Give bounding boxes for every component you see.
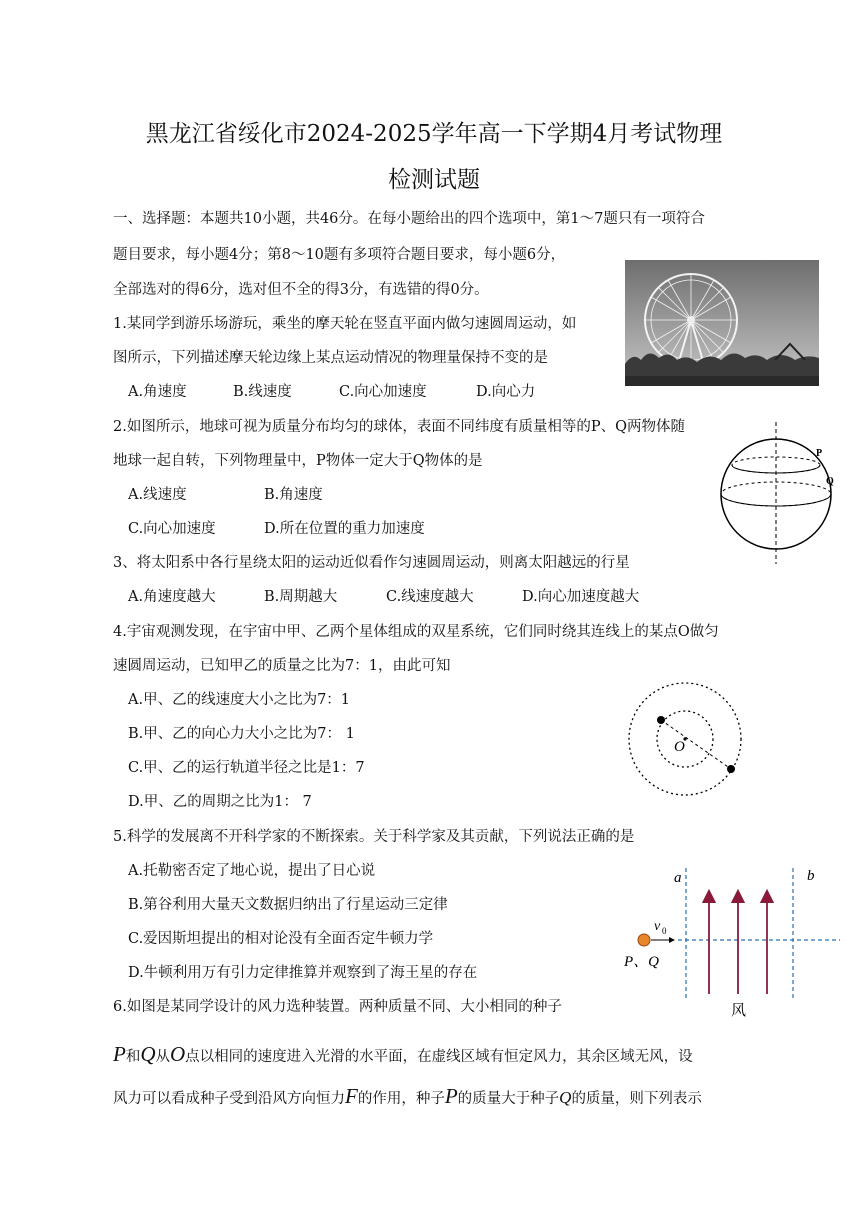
star-jia — [657, 716, 665, 724]
q4-option-a: A.甲、乙的线速度大小之比为7：1 — [128, 692, 351, 708]
q5-option-b: B.第谷利用大量天文数据归纳出了行星运动三定律 — [128, 897, 448, 913]
q2-option-a: A.线速度 — [128, 487, 187, 503]
q2-option-c: C.向心加速度 — [128, 521, 216, 537]
q5-option-c: C.爱因斯坦提出的相对论没有全面否定牛顿力学 — [128, 931, 434, 947]
q6-line3-d: 的质量，则下列表示 — [571, 1091, 702, 1107]
wind-v-label: v — [654, 919, 661, 934]
section-instructions-line3: 全部选对的得6分，选对但不全的得3分，有选错的得0分。 — [113, 282, 489, 298]
q5-stem-line1: 5.科学的发展离不开科学家的不断探索。关于科学家及其贡献，下列说法正确的是 — [113, 829, 635, 845]
q2-stem-line2: 地球一起自转，下列物理量中，P物体一定大于Q物体的是 — [113, 453, 483, 469]
q6-line3-a: 风力可以看成种子受到沿风方向恒力 — [113, 1091, 345, 1107]
q1-stem-line2: 图所示，下列描述摩天轮边缘上某点运动情况的物理量保持不变的是 — [113, 350, 548, 366]
q4-option-c: C.甲、乙的运行轨道半径之比是1：7 — [128, 760, 365, 776]
q6-stem-line3 — [113, 1082, 702, 1113]
ferris-wheel-photo — [625, 260, 819, 386]
q5-option-d: D.牛顿利用万有引力定律推算并观察到了海王星的存在 — [128, 965, 478, 981]
section-instructions-line1: 一、选择题：本题共10小题，共46分。在每小题给出的四个选项中，第1～7题只有一项符合 — [113, 211, 705, 227]
binary-star-diagram — [624, 678, 746, 800]
q1-stem-line1: 1.某同学到游乐场游玩，乘坐的摩天轮在竖直平面内做匀速圆周运动，如 — [113, 316, 577, 332]
wind-b-label: b — [807, 868, 815, 884]
q6-and-text: 和 — [125, 1049, 141, 1065]
q5-option-a: A.托勒密否定了地心说，提出了日心说 — [128, 863, 376, 879]
q6-line3-b: 的作用，种子 — [357, 1091, 445, 1107]
page-title-line2: 检测试题 — [388, 167, 480, 193]
q1-option-a: A.角速度 — [128, 384, 187, 400]
q6-from-text: 从 — [155, 1049, 170, 1065]
wind-a-label: a — [674, 870, 682, 886]
q2-stem-line1: 2.如图所示，地球可视为质量分布均匀的球体，表面不同纬度有质量相等的P、Q两物体随 — [113, 419, 685, 435]
q2-option-b: B.角速度 — [264, 487, 323, 503]
q1-option-c: C.向心加速度 — [339, 384, 427, 400]
wind-label: 风 — [731, 1001, 747, 1018]
q6-stem-line1: 6.如图是某同学设计的风力选种装置。两种质量不同、大小相同的种子 — [113, 999, 562, 1015]
q6-q-symbol: Q — [140, 1042, 156, 1066]
earth-q-label: Q — [826, 476, 834, 487]
q3-option-d: D.向心加速度越大 — [522, 589, 640, 605]
q4-stem-line2: 速圆周运动，已知甲乙的质量之比为7：1，由此可知 — [113, 658, 451, 674]
seed-ball — [638, 934, 650, 946]
section-instructions-line2: 题目要求，每小题4分；第8～10题有多项符合题目要求，每小题6分， — [113, 247, 566, 263]
wind-sorting-diagram — [618, 858, 848, 1018]
q6-p-symbol-2: P — [444, 1084, 458, 1108]
q3-option-b: B.周期越大 — [264, 589, 338, 605]
q4-stem-line1: 4.宇宙观测发现，在宇宙中甲、乙两个星体组成的双星系统，它们同时绕其连线上的某点O做匀 — [113, 624, 719, 640]
q3-option-a: A.角速度越大 — [128, 589, 216, 605]
q6-q-symbol-2: Q — [559, 1088, 572, 1107]
binary-o-label: O — [674, 739, 685, 755]
q3-stem-line1: 3、将太阳系中各行星绕太阳的运动近似看作匀速圆周运动，则离太阳越远的行星 — [113, 555, 630, 571]
q6-line3-c: 的质量大于种子 — [457, 1091, 560, 1107]
q6-stem-line2 — [113, 1040, 693, 1071]
earth-diagram — [718, 420, 836, 566]
q6-p-symbol: P — [113, 1042, 126, 1066]
q2-option-d: D.所在位置的重力加速度 — [264, 521, 425, 537]
earth-p-label: P — [816, 448, 823, 459]
q6-o-symbol: O — [170, 1042, 186, 1066]
q6-f-symbol: F — [345, 1084, 358, 1108]
q3-option-c: C.线速度越大 — [386, 589, 474, 605]
q1-option-d: D.向心力 — [476, 384, 536, 400]
page-title-line1: 黑龙江省绥化市2024-2025学年高一下学期4月考试物理 — [145, 121, 723, 147]
wind-v-subscript: 0 — [662, 926, 667, 936]
star-yi — [727, 765, 735, 773]
wind-pq-label: P、Q — [624, 954, 659, 970]
q1-option-b: B.线速度 — [233, 384, 292, 400]
q6-line2-rest: 点以相同的速度进入光滑的水平面，在虚线区域有恒定风力，其余区域无风，设 — [185, 1049, 693, 1065]
q4-option-d: D.甲、乙的周期之比为1： 7 — [128, 794, 312, 810]
q4-option-b: B.甲、乙的向心力大小之比为7： 1 — [128, 726, 355, 742]
